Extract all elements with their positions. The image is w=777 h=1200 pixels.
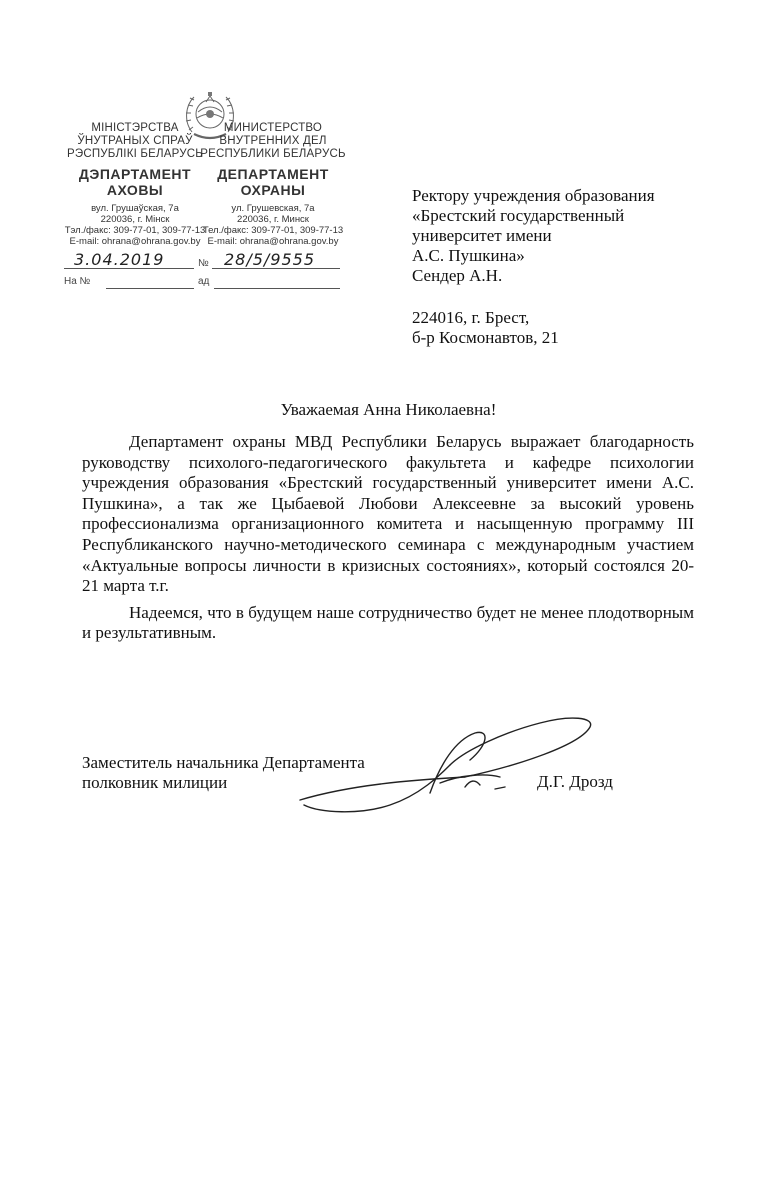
recipient-line: А.С. Пушкина» — [412, 246, 525, 265]
email-line: E-mail: ohrana@ohrana.gov.by — [207, 236, 339, 247]
reply-to-label: На № — [64, 276, 91, 287]
reply-date-underline — [214, 288, 340, 289]
address-line: 220036, г. Мінск — [100, 214, 170, 225]
phone-line: Тэл./факс: 309-77-01, 309-77-13 — [64, 225, 206, 236]
recipient-line: «Брестский государственный — [412, 206, 625, 225]
number-label: № — [198, 258, 209, 269]
date-underline — [64, 268, 194, 269]
ministry-name-line: ЎНУТРАНЫХ СПРАЎ — [77, 135, 193, 147]
ministry-name-line: РЭСПУБЛІКІ БЕЛАРУСЬ — [67, 148, 203, 160]
ministry-name-line: ВНУТРЕННИХ ДЕЛ — [219, 135, 327, 147]
address-line: ул. Грушевская, 7а — [231, 203, 315, 214]
recipient-line: университет имени — [412, 226, 552, 245]
letter-body — [82, 432, 694, 644]
ministry-name-line: МІНІСТЭРСТВА — [91, 122, 179, 134]
recipient-block — [412, 186, 752, 348]
department-name-line: ОХРАНЫ — [240, 182, 306, 198]
recipient-line: Сендер А.Н. — [412, 266, 503, 285]
body-paragraph: Департамент охраны МВД Республики Беларусь выражает благодарность руководству психолого-педагогического факультета и кафедре психологии учреждения образования «Брестский государственный университет имени А.С. Пушкина», а так же Цыбаевой Любови Алексеевне за высокий уровень профессионализма организационного комитета и насыщенную программу III Республиканского научно-методического семинара с международным участием «Актуальные вопросы личности в кризисных состояниях», который состоялся 20-21 марта т.г. — [82, 432, 694, 596]
recipient-address-line: 224016, г. Брест, — [412, 308, 530, 327]
letterhead-belarusian — [60, 122, 210, 247]
signatory-name: Д.Г. Дрозд — [537, 772, 613, 791]
reply-number-underline — [106, 288, 194, 289]
department-name-line: ДЕПАРТАМЕНТ — [217, 166, 329, 182]
number-underline — [212, 268, 340, 269]
ministry-name-line: РЕСПУБЛИКИ БЕЛАРУСЬ — [200, 148, 346, 160]
registration-date: 3.04.2019 — [74, 250, 165, 269]
greeting: Уважаемая Анна Николаевна! — [280, 400, 497, 419]
phone-line: Тел./факс: 309-77-01, 309-77-13 — [202, 225, 344, 236]
department-name-line: АХОВЫ — [106, 182, 164, 198]
recipient-address-line: б-р Космонавтов, 21 — [412, 328, 559, 347]
ministry-name-line: МИНИСТЕРСТВО — [223, 122, 323, 134]
address-line: вул. Грушаўская, 7а — [91, 203, 179, 214]
registration-number: 28/5/9555 — [224, 250, 316, 269]
address-line: 220036, г. Минск — [237, 214, 309, 225]
recipient-line: Ректору учреждения образования — [412, 186, 655, 205]
body-paragraph: Надеемся, что в будущем наше сотрудничество будет не менее плодотворным и результативным. — [82, 602, 694, 643]
reply-from-label: ад — [198, 276, 210, 287]
letterhead-russian — [198, 122, 348, 247]
email-line: E-mail: ohrana@ohrana.gov.by — [69, 236, 201, 247]
signatory-position-line: Заместитель начальника Департамента — [82, 753, 365, 772]
handwritten-signature — [290, 705, 600, 825]
department-name-line: ДЭПАРТАМЕНТ — [78, 166, 192, 182]
signatory-position-line: полковник милиции — [82, 773, 228, 792]
